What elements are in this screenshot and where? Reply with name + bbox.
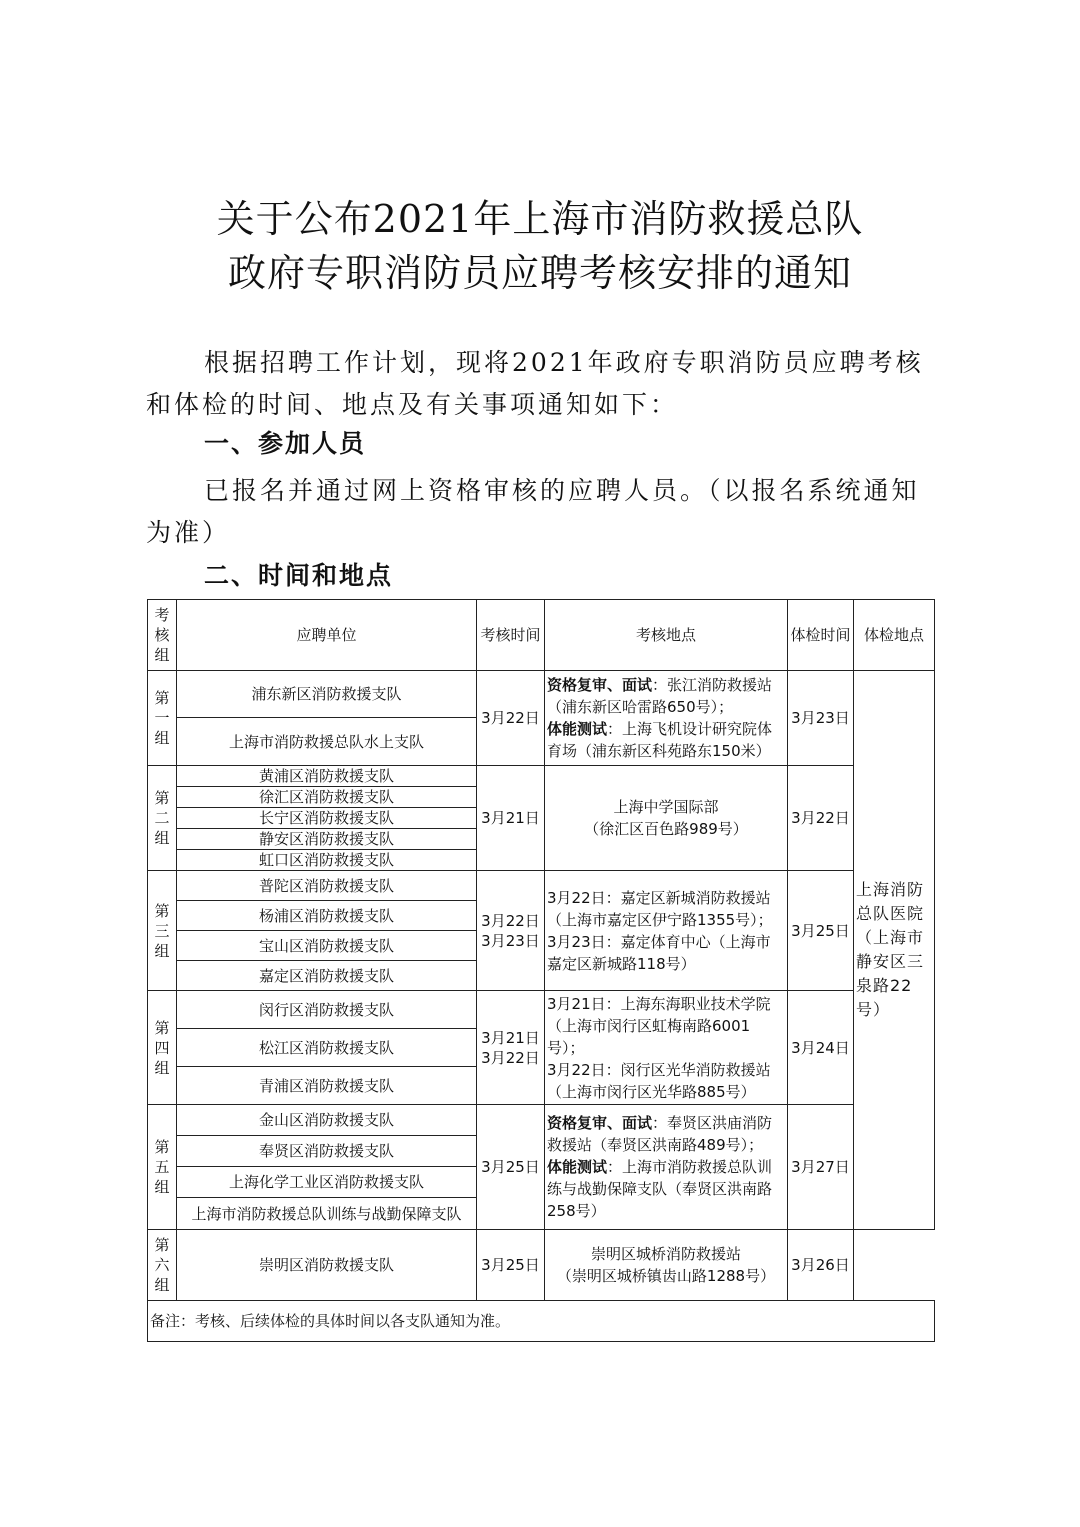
exam-place-text: 3月22日：闵行区光华消防救援站（上海市闵行区光华路885号） [547,1060,771,1101]
header-exam-time: 考核时间 [477,600,545,671]
exam-place-line: 崇明区城桥消防救援站 [590,1245,741,1263]
exam-place-cell [545,1230,788,1301]
exam-time-cell: 3月22日 [477,671,545,766]
exam-place-text: 3月23日：嘉定体育中心（上海市嘉定区新城路118号） [547,932,771,973]
header-row [148,600,935,671]
exam-place-line: （崇明区城桥镇齿山路1288号） [556,1267,776,1285]
exam-place-cell [545,871,788,991]
exam-place-line: （徐汇区百色路989号） [584,820,748,838]
table-row [148,671,935,718]
exam-time-cell [477,871,545,991]
unit-cell: 杨浦区消防救援支队 [177,901,477,931]
exam-place-cell [545,1105,788,1230]
unit-cell: 长宁区消防救援支队 [177,808,477,829]
unit-cell: 浦东新区消防救援支队 [177,671,477,718]
title-line-2: 政府专职消防员应聘考核安排的通知 [227,251,852,295]
unit-cell: 奉贤区消防救援支队 [177,1136,477,1167]
header-med-time: 体检时间 [788,600,854,671]
exam-place-label: 资格复审、面试 [547,1114,653,1132]
unit-cell: 闵行区消防救援支队 [177,991,477,1029]
title-line-1: 关于公布2021年上海市消防救援总队 [216,197,864,241]
group-label: 第三组 [148,871,177,991]
med-place-cell: 上海消防总队医院（上海市静安区三泉路22号） [854,671,935,1230]
exam-place-line: 上海中学国际部 [613,798,719,816]
unit-cell: 上海市消防救援总队训练与战勤保障支队 [177,1198,477,1230]
unit-cell: 普陀区消防救援支队 [177,871,477,901]
group-label: 第一组 [148,671,177,766]
exam-place-cell [545,766,788,871]
exam-place-text: 3月22日：嘉定区新城消防救援站（上海市嘉定区伊宁路1355号）； [547,888,773,929]
header-exam-place: 考核地点 [545,600,788,671]
section-1-heading: 一、参加人员 [204,429,367,458]
unit-cell: 宝山区消防救援支队 [177,931,477,961]
table-note: 备注：考核、后续体检的具体时间以各支队通知为准。 [148,1301,935,1342]
exam-time-cell [477,991,545,1105]
exam-time-line: 3月21日 [481,1028,540,1047]
med-time-cell: 3月23日 [788,671,854,766]
exam-time-cell: 3月25日 [477,1105,545,1230]
exam-time-cell: 3月25日 [477,1230,545,1301]
exam-place-text: 3月21日：上海东海职业技术学院（上海市闵行区虹梅南路6001号）； [547,994,771,1057]
med-time-cell: 3月27日 [788,1105,854,1230]
table-row [148,766,935,787]
exam-time-line: 3月22日 [481,1048,540,1067]
header-group: 考核组 [148,600,177,671]
exam-place-text: ：张江消防救援站（浦东新区哈雷路650号）； [547,676,773,716]
unit-cell: 青浦区消防救援支队 [177,1067,477,1105]
schedule-table [147,599,935,1342]
med-time-cell: 3月26日 [788,1230,854,1301]
unit-cell: 松江区消防救援支队 [177,1029,477,1067]
table-row [148,1230,935,1301]
med-time-cell: 3月25日 [788,871,854,991]
exam-time-line: 3月22日 [481,911,540,930]
unit-cell: 金山区消防救援支队 [177,1105,477,1136]
section-1-text: 已报名并通过网上资格审核的应聘人员。（以报名系统通知为准） [146,476,920,547]
header-med-place: 体检地点 [854,600,935,671]
document-title [0,192,1080,300]
exam-time-line: 3月23日 [481,931,540,950]
unit-cell: 徐汇区消防救援支队 [177,787,477,808]
exam-place-cell [545,671,788,766]
unit-cell: 嘉定区消防救援支队 [177,961,477,991]
med-time-cell: 3月22日 [788,766,854,871]
unit-cell: 虹口区消防救援支队 [177,850,477,871]
unit-cell: 静安区消防救援支队 [177,829,477,850]
table-row [148,1105,935,1136]
group-label: 第六组 [148,1230,177,1301]
table-row [148,871,935,901]
header-unit: 应聘单位 [177,600,477,671]
note-row [148,1301,935,1342]
med-time-cell: 3月24日 [788,991,854,1105]
unit-cell: 上海化学工业区消防救援支队 [177,1167,477,1198]
exam-place-label: 体能测试 [547,1158,608,1176]
exam-place-text: ：上海市消防救援总队训练与战勤保障支队（奉贤区洪南路258号） [547,1158,773,1220]
group-label: 第五组 [148,1105,177,1230]
group-label: 第四组 [148,991,177,1105]
table-row [148,991,935,1029]
group-label: 第二组 [148,766,177,871]
exam-place-label: 资格复审、面试 [547,676,653,694]
unit-cell: 上海市消防救援总队水上支队 [177,718,477,766]
unit-cell: 黄浦区消防救援支队 [177,766,477,787]
exam-place-cell [545,991,788,1105]
exam-place-label: 体能测试 [547,720,608,738]
section-2-heading: 二、时间和地点 [204,561,394,590]
unit-cell: 崇明区消防救援支队 [177,1230,477,1301]
exam-place-text: ：奉贤区洪庙消防救援站（奉贤区洪南路489号）； [547,1114,773,1154]
intro-paragraph: 根据招聘工作计划，现将2021年政府专职消防员应聘考核和体检的时间、地点及有关事项通知如下： [146,348,924,419]
exam-place-text: ：上海飞机设计研究院体育场（浦东新区科苑路东150米） [547,720,773,760]
exam-time-cell: 3月21日 [477,766,545,871]
